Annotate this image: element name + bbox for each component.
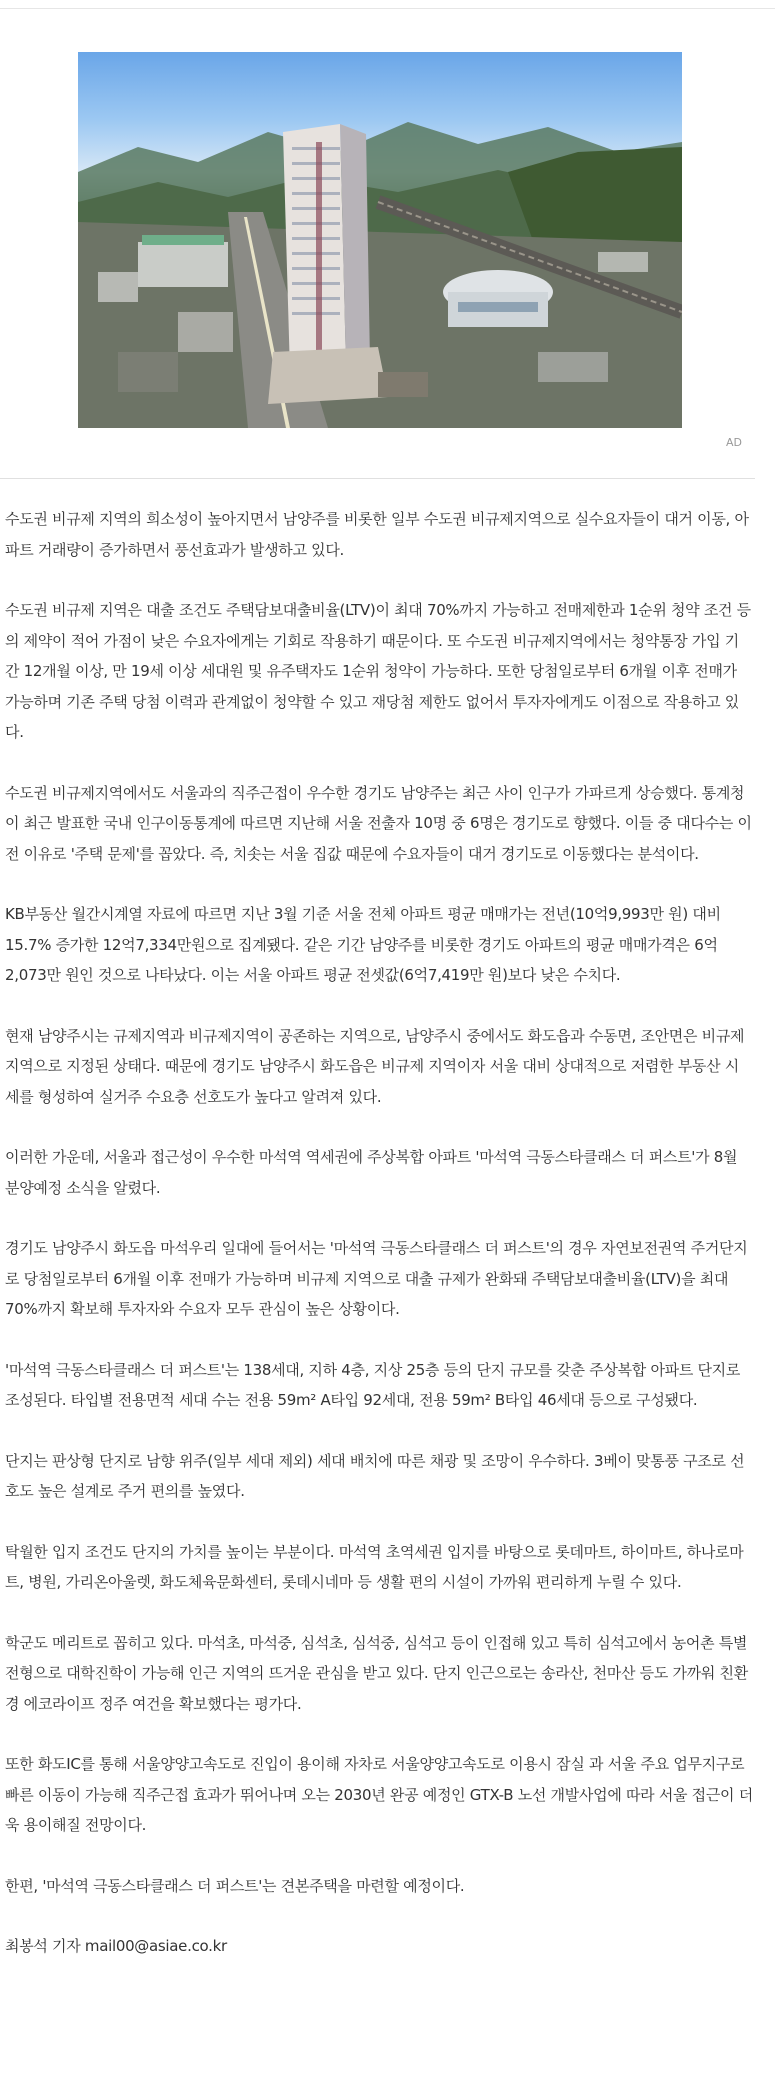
article-page: [0, 8, 775, 1955]
article-paragraph-6: 이러한 가운데, 서울과 접근성이 우수한 마석역 역세권에 주상복합 아파트 '마석역 극동스타클래스 더 퍼스트'가 8월 분양예정 소식을 알렸다.: [5, 1148, 738, 1197]
article-paragraph-10: 탁월한 입지 조건도 단지의 가치를 높이는 부분이다. 마석역 초역세권 입지를 바탕으로 롯데마트, 하이마트, 하나로마트, 병원, 가리온아울렛, 화도체육문화센터, 롯데시네마 등 생활 편의 시설이 가까워 편리하게 누릴 수 있다.: [5, 1542, 744, 1591]
apartment-rendering-image[interactable]: [78, 52, 682, 428]
article-paragraph-11: 학군도 메리트로 꼽히고 있다. 마석초, 마석중, 심석초, 심석중, 심석고 등이 인접해 있고 특히 심석고에서 농어촌 특별전형으로 대학진학이 가능해 인근 지역의 뜨거운 관심을 받고 있다. 단지 인근으로는 송라산, 천마산 등도 가까워 친환경 에코라이프 정주 여건을 확보했다는 평가다.: [5, 1633, 748, 1713]
article-paragraph-8: '마석역 극동스타클래스 더 퍼스트'는 138세대, 지하 4층, 지상 25층 등의 단지 규모를 갖춘 주상복합 아파트 단지로 조성된다. 타입별 전용면적 세대 수는 전용 59m² A타입 92세대, 전용 59m² B타입 46세대 등으로 구성됐다.: [5, 1360, 741, 1409]
article-paragraph-5: 현재 남양주시는 규제지역과 비규제지역이 공존하는 지역으로, 남양주시 중에서도 화도읍과 수동면, 조안면은 비규제지역으로 지정된 상태다. 때문에 경기도 남양주시 화도읍은 비규제 지역이자 서울 대비 상대적으로 저렴한 부동산 시세를 형성하여 실거주 수요층 선호도가 높다고 알려져 있다.: [5, 1026, 745, 1106]
article-paragraph-4: KB부동산 월간시계열 자료에 따르면 지난 3월 기준 서울 전체 아파트 평균 매매가는 전년(10억9,993만 원) 대비 15.7% 증가한 12억7,334만원으로 집계됐다. 같은 기간 남양주를 비롯한 경기도 아파트의 평균 매매가격은 6억2,073만 원인 것으로 나타났다. 이는 서울 아파트 평균 전셋값(6억7,419만 원)보다 낮은 수치다.: [5, 905, 721, 984]
article-paragraph-9: 단지는 판상형 단지로 남향 위주(일부 세대 제외) 세대 배치에 따른 채광 및 조망이 우수하다. 3베이 맞통풍 구조로 선호도 높은 설계로 주거 편의를 높였다.: [5, 1451, 745, 1500]
article-paragraph-7: 경기도 남양주시 화도읍 마석우리 일대에 들어서는 '마석역 극동스타클래스 더 퍼스트'의 경우 자연보전권역 주거단지로 당첨일로부터 6개월 이후 전매가 가능하며 비규제 지역으로 대출 규제가 완화돼 주택담보대출비율(LTV)을 최대70%까지 확보해 투자자와 수요자 모두 관심이 높은 상황이다.: [5, 1239, 748, 1318]
ad-label: AD: [726, 436, 742, 449]
article-body: [5, 504, 753, 1992]
article-paragraph-13: 한편, '마석역 극동스타클래스 더 퍼스트'는 견본주택을 마련할 예정이다.: [5, 1876, 465, 1895]
apartment-rendering-illustration: [78, 52, 682, 428]
article-paragraph-3: 수도권 비규제지역에서도 서울과의 직주근접이 우수한 경기도 남양주는 최근 사이 인구가 가파르게 상승했다. 통계청이 최근 발표한 국내 인구이동통계에 따르면 지난해 서울 전출자 10명 중 6명은 경기도로 향했다. 이들 중 대다수는 이전 이유로 '주택 문제'를 꼽았다. 즉, 치솟는 서울 집값 때문에 수요자들이 대거 경기도로 이동했다는 분석이다.: [5, 783, 752, 863]
article-paragraph-1: 수도권 비규제 지역의 희소성이 높아지면서 남양주를 비롯한 일부 수도권 비규제지역으로 실수요자들이 대거 이동, 아파트 거래량이 증가하면서 풍선효과가 발생하고 있다.: [5, 510, 749, 559]
content-divider: [0, 478, 755, 479]
ad-banner[interactable]: [0, 9, 775, 449]
article-byline: 최봉석 기자 mail00@asiae.co.kr: [5, 1937, 227, 1955]
article-paragraph-2: 수도권 비규제 지역은 대출 조건도 주택담보대출비율(LTV)이 최대 70%까지 가능하고 전매제한과 1순위 청약 조건 등의 제약이 적어 가점이 낮은 수요자에게는 기회로 작용하기 때문이다. 또 수도권 비규제지역에서는 청약통장 가입 기간 12개월 이상, 만 19세 이상 세대원 및 유주택자도 1순위 청약이 가능하다. 또한 당첨일로부터 6개월 이후 전매가 가능하며 기존 주택 당첨 이력과 관계없이 청약할 수 있고 재당첨 제한도 없어서 투자자에게도 이점으로 작용하고 있다.: [5, 601, 751, 741]
article-paragraph-12: 또한 화도IC를 통해 서울양양고속도로 진입이 용이해 자차로 서울양양고속도로 이용시 잠실 과 서울 주요 업무지구로 빠른 이동이 가능해 직주근접 효과가 뛰어나며 오는 2030년 완공 예정인 GTX-B 노선 개발사업에 따라 서울 접근이 더욱 용이해질 전망이다.: [5, 1755, 753, 1834]
